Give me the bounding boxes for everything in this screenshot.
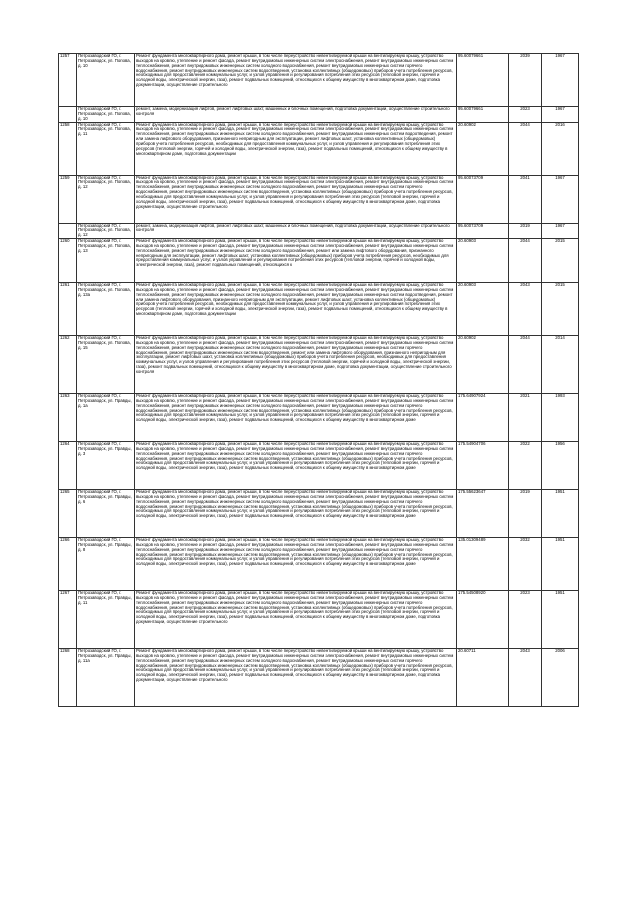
row-number-cell: 1268 <box>59 649 77 707</box>
address-cell: Петрозаводский ГО, г. Петрозаводск, ул. Попова, д. 11 <box>77 122 135 175</box>
table-body <box>59 54 579 707</box>
table-row <box>59 442 579 490</box>
planned-year-cell: 2019 <box>509 490 542 538</box>
cost-cell: 20.60902 <box>457 336 509 394</box>
address-cell: Петрозаводский ГО, г. Петрозаводск, ул. Правды, д. 1а <box>77 394 135 442</box>
built-year-cell: 1967 <box>542 107 579 123</box>
address-cell: Петрозаводский ГО, г. Петрозаводск, ул. Правды, д. 8 <box>77 538 135 591</box>
built-year-cell: 2006 <box>542 649 579 707</box>
row-number-cell: 1263 <box>59 394 77 442</box>
planned-year-cell: 2019 <box>509 223 542 239</box>
planned-year-cell: 2041 <box>509 175 542 223</box>
row-number-cell: 1261 <box>59 283 77 336</box>
built-year-cell: 1967 <box>542 175 579 223</box>
row-number-cell: 1265 <box>59 490 77 538</box>
table-row <box>59 54 579 107</box>
work-description-cell: Ремонт фундамента многоквартирного дома, ремонт крыши, в том числе переустройство невентилируемой крыши на вентилируемую крышу, устройство выходов на кровлю, утепление и ремонт фасада, ремонт внутридомовых инженерных систем электроснабжения, ремонт внутридомовых инженерных систем теплоснабжения, ремонт внутридомовых инженерных систем холодного водоснабжения, ремонт внутридомовых инженерных систем горячего водоснабжения, ремонт внутридомовых инженерных систем водоотведения, установка коллективных (общедомовых) приборов учета потребления ресурсов, необходимых для предоставления коммунальных услуг, и узлов управления и регулирования потребления этих ресурсов (тепловой энергии, горячей и холодной воды, электрической энергии, газа), ремонт подвальных помещений, относящихся к общему имуществу в многоквартирном доме <box>135 442 457 490</box>
row-number-cell <box>59 107 77 123</box>
address-cell: Петрозаводский ГО, г. Петрозаводск, ул. Попова, д. 13а <box>77 283 135 336</box>
planned-year-cell: 2032 <box>509 538 542 591</box>
address-cell: Петрозаводский ГО, г. Петрозаводск, ул. Попова, д. 10 <box>77 54 135 107</box>
cost-cell: 20.60903 <box>457 239 509 283</box>
address-cell: Петрозаводский ГО, г. Петрозаводск, ул. Попова, д. 13 <box>77 239 135 283</box>
table-row <box>59 336 579 394</box>
address-cell: Петрозаводский ГО, г. Петрозаводск, ул. Попова, д. 10 <box>77 107 135 123</box>
work-description-cell: ремонт, замена, модернизация лифтов, ремонт лифтовых шахт, машинных и блочных помещений, подготовка документации, осуществление строительного контроля <box>135 107 457 123</box>
built-year-cell: 1993 <box>542 394 579 442</box>
cost-cell: 95.60073709 <box>457 175 509 223</box>
work-description-cell: Ремонт фундамента многоквартирного дома, ремонт крыши, в том числе переустройство невентилируемой крыши на вентилируемую крышу, устройство выходов на кровлю, утепление и ремонт фасада, ремонт внутридомовых инженерных систем электроснабжения, ремонт внутридомовых инженерных систем теплоснабжения, ремонт внутридомовых инженерных систем холодного водоснабжения, ремонт внутридомовых инженерных систем горячего водоснабжения, ремонт внутридомовых инженерных систем водоотведения, установка коллективных (общедомовых) приборов учета потребления ресурсов, необходимых для предоставления коммунальных услуг, и узлов управления и регулирования потребления этих ресурсов (тепловой энергии, горячей и холодной воды, электрической энергии, газа), ремонт подвальных помещений, относящихся к общему имуществу в многоквартирном доме <box>135 538 457 591</box>
address-cell: Петрозаводский ГО, г. Петрозаводск, ул. Правды, д. 11а <box>77 649 135 707</box>
row-number-cell: 1266 <box>59 538 77 591</box>
cost-cell: 175.54904706 <box>457 442 509 490</box>
table-row <box>59 283 579 336</box>
work-description-cell: Ремонт фундамента многоквартирного дома, ремонт крыши, в том числе переустройство невентилируемой крыши на вентилируемую крышу, устройство выходов на кровлю, утепление и ремонт фасада, ремонт внутридомовых инженерных систем электроснабжения, ремонт внутридомовых инженерных систем теплоснабжения, ремонт внутридомовых инженерных систем холодного водоснабжения, ремонт внутридомовых инженерных систем горячего водоснабжения, ремонт внутридомовых инженерных систем водоотведения, установка коллективных (общедомовых) приборов учета потребления ресурсов, необходимых для предоставления коммунальных услуг, и узлов управления и регулирования потребления этих ресурсов (тепловой энергии, горячей и холодной воды, электрической энергии, газа), ремонт подвальных помещений, относящихся к общему имуществу в многоквартирном доме, подготовка документации, осуществление строительного <box>135 54 457 107</box>
work-description-cell: Ремонт фундамента многоквартирного дома, ремонт крыши, в том числе переустройство невентилируемой крыши на вентилируемую крышу, устройство выходов на кровлю, утепление и ремонт фасада, ремонт внутридомовых инженерных систем электроснабжения, ремонт внутридомовых инженерных систем теплоснабжения, ремонт внутридомовых инженерных систем холодного водоснабжения, ремонт внутридомовых инженерных систем горячего водоснабжения, ремонт внутридомовых инженерных систем водоотведения, ремонт или замена лифтового оборудования, признанного непригодным для эксплуатации, ремонт лифтовых шахт, установка коллективных (общедомовых) приборов учета потребления ресурсов, необходимых для предоставления коммунальных услуг, и узлов управления и регулирования потребления этих ресурсов (тепловой энергии, горячей и холодной воды, электрической энергии, газа), ремонт подвальных помещений, относящихся к общему имуществу в многоквартирном доме, подготовка документации, осуществление строительного контроля <box>135 336 457 394</box>
work-description-cell: Ремонт фундамента многоквартирного дома, ремонт крыши, в том числе переустройство невентилируемой крыши на вентилируемую крышу, устройство выходов на кровлю, утепление и ремонт фасада, ремонт внутридомовых инженерных систем электроснабжения, ремонт внутридомовых инженерных систем теплоснабжения, ремонт внутридомовых инженерных систем холодного водоснабжения, ремонт внутридомовых инженерных систем горячего водоснабжения, ремонт внутридомовых инженерных систем водоотведения, установка коллективных (общедомовых) приборов учета потребления ресурсов, необходимых для предоставления коммунальных услуг, и узлов управления и регулирования потребления этих ресурсов (тепловой энергии, горячей и холодной воды, электрической энергии, газа), ремонт подвальных помещений, относящихся к общему имуществу в многоквартирном доме, подготовка документации, осуществление строительного <box>135 591 457 649</box>
table-row <box>59 175 579 223</box>
table-row <box>59 649 579 707</box>
built-year-cell: 1951 <box>542 591 579 649</box>
built-year-cell: 2014 <box>542 336 579 394</box>
built-year-cell: 1956 <box>542 442 579 490</box>
built-year-cell: 1951 <box>542 538 579 591</box>
planned-year-cell: 2023 <box>509 107 542 123</box>
planned-year-cell: 2022 <box>509 442 542 490</box>
capital-repair-table <box>58 53 579 707</box>
cost-cell: 135.01309489 <box>457 538 509 591</box>
work-description-cell: Ремонт фундамента многоквартирного дома, ремонт крыши, в том числе переустройство невентилируемой крыши на вентилируемую крышу, устройство выходов на кровлю, утепление и ремонт фасада, ремонт внутридомовых инженерных систем электроснабжения, ремонт внутридомовых инженерных систем теплоснабжения, ремонт внутридомовых инженерных систем холодного водоснабжения, ремонт внутридомовых инженерных систем горячего водоснабжения, ремонт внутридомовых инженерных систем водоотведения, установка коллективных (общедомовых) приборов учета потребления ресурсов, необходимых для предоставления коммунальных услуг, и узлов управления и регулирования потребления этих ресурсов (тепловой энергии, горячей и холодной воды, электрической энергии, газа), ремонт подвальных помещений, относящихся к общему имуществу в многоквартирном доме, подготовка документации, осуществление строительного <box>135 175 457 223</box>
work-description-cell: Ремонт фундамента многоквартирного дома, ремонт крыши, в том числе переустройство невентилируемой крыши на вентилируемую крышу, устройство выходов на кровлю, утепление и ремонт фасада, ремонт внутридомовых инженерных систем электроснабжения, ремонт внутридомовых инженерных систем теплоснабжения, ремонт внутридомовых инженерных систем холодного водоснабжения, ремонт внутридомовых инженерных систем горячего водоснабжения, ремонт внутридомовых инженерных систем водоотведения, установка коллективных (общедомовых) приборов учета потребления ресурсов, необходимых для предоставления коммунальных услуг, и узлов управления и регулирования потребления этих ресурсов (тепловой энергии, горячей и холодной воды, электрической энергии, газа), ремонт подвальных помещений, относящихся к общему имуществу в многоквартирном доме <box>135 394 457 442</box>
table-row <box>59 239 579 283</box>
planned-year-cell: 2043 <box>509 649 542 707</box>
built-year-cell: 2015 <box>542 239 579 283</box>
table-row <box>59 591 579 649</box>
row-number-cell: 1257 <box>59 54 77 107</box>
address-cell: Петрозаводский ГО, г. Петрозаводск, ул. Попова, д. 12 <box>77 223 135 239</box>
built-year-cell: 2016 <box>542 122 579 175</box>
address-cell: Петрозаводский ГО, г. Петрозаводск, ул. Правды, д. 3 <box>77 442 135 490</box>
row-number-cell <box>59 223 77 239</box>
planned-year-cell: 2021 <box>509 394 542 442</box>
cost-cell: 95.60079661 <box>457 107 509 123</box>
cost-cell: 95.60073709 <box>457 223 509 239</box>
built-year-cell: 2015 <box>542 283 579 336</box>
address-cell: Петрозаводский ГО, г. Петрозаводск, ул. Правды, д. 11 <box>77 591 135 649</box>
cost-cell: 20.60903 <box>457 283 509 336</box>
table-row <box>59 490 579 538</box>
planned-year-cell: 2039 <box>509 54 542 107</box>
planned-year-cell: 2043 <box>509 283 542 336</box>
cost-cell: 20.60711 <box>457 649 509 707</box>
cost-cell: 175.55623647 <box>457 490 509 538</box>
row-number-cell: 1260 <box>59 239 77 283</box>
address-cell: Петрозаводский ГО, г. Петрозаводск, ул. Попова, д. 15 <box>77 336 135 394</box>
address-cell: Петрозаводский ГО, г. Петрозаводск, ул. Правды, д. 6 <box>77 490 135 538</box>
table-row <box>59 223 579 239</box>
address-cell: Петрозаводский ГО, г. Петрозаводск, ул. Попова, д. 12 <box>77 175 135 223</box>
row-number-cell: 1267 <box>59 591 77 649</box>
table-row <box>59 122 579 175</box>
row-number-cell: 1262 <box>59 336 77 394</box>
work-description-cell: Ремонт фундамента многоквартирного дома, ремонт крыши, в том числе переустройство невентилируемой крыши на вентилируемую крышу, устройство выходов на кровлю, утепление и ремонт фасада, ремонт внутридомовых инженерных систем электроснабжения, ремонт внутридомовых инженерных систем теплоснабжения, ремонт внутридомовых инженерных систем холодного водоснабжения, ремонт внутридомовых инженерных систем водоотведения, ремонт или замена лифтового оборудования, признанного непригодным для эксплуатации, ремонт лифтовых шахт, установка коллективных (общедомовых) приборов учета потребления ресурсов, необходимых для предоставления коммунальных услуг, и узлов управления и регулирования потребления этих ресурсов (тепловой энергии, горячей и холодной воды, электрической энергии, газа), ремонт подвальных помещений, относящихся к общему имуществу в многоквартирном доме, подготовка документации <box>135 283 457 336</box>
work-description-cell: Ремонт фундамента многоквартирного дома, ремонт крыши, в том числе переустройство невентилируемой крыши на вентилируемую крышу, устройство выходов на кровлю, утепление и ремонт фасада, ремонт внутридомовых инженерных систем электроснабжения, ремонт внутридомовых инженерных систем теплоснабжения, ремонт внутридомовых инженерных систем холодного водоснабжения, ремонт внутридомовых инженерных систем горячего водоснабжения, ремонт внутридомовых инженерных систем водоотведения, установка коллективных (общедомовых) приборов учета потребления ресурсов, необходимых для предоставления коммунальных услуг, и узлов управления и регулирования потребления этих ресурсов (тепловой энергии, горячей и холодной воды, электрической энергии, газа), ремонт подвальных помещений, относящихся к общему имуществу в многоквартирном доме <box>135 490 457 538</box>
cost-cell: 20.60902 <box>457 122 509 175</box>
table-row <box>59 538 579 591</box>
built-year-cell: 1967 <box>542 223 579 239</box>
row-number-cell: 1264 <box>59 442 77 490</box>
planned-year-cell: 2044 <box>509 122 542 175</box>
cost-cell: 95.60079661 <box>457 54 509 107</box>
work-description-cell: ремонт, замена, модернизация лифтов, ремонт лифтовых шахт, машинных и блочных помещений, подготовка документации, осуществление строительного контроля <box>135 223 457 239</box>
planned-year-cell: 2044 <box>509 336 542 394</box>
table-row <box>59 107 579 123</box>
work-description-cell: Ремонт фундамента многоквартирного дома, ремонт крыши, в том числе переустройство невентилируемой крыши на вентилируемую крышу, устройство выходов на кровлю, утепление и ремонт фасада, ремонт внутридомовых инженерных систем электроснабжения, ремонт внутридомовых инженерных систем теплоснабжения, ремонт внутридомовых инженерных систем холодного водоснабжения, ремонт внутридомовых инженерных систем горячего водоснабжения, ремонт внутридомовых инженерных систем водоотведения, установка коллективных (общедомовых) приборов учета потребления ресурсов, необходимых для предоставления коммунальных услуг, и узлов управления и регулирования потребления этих ресурсов (тепловой энергии, горячей и холодной воды, электрической энергии, газа), ремонт подвальных помещений, относящихся к общему имуществу в многоквартирном доме, подготовка документации, осуществление строительного <box>135 649 457 707</box>
planned-year-cell: 2023 <box>509 591 542 649</box>
row-number-cell: 1258 <box>59 122 77 175</box>
planned-year-cell: 2044 <box>509 239 542 283</box>
built-year-cell: 1951 <box>542 490 579 538</box>
table-row <box>59 394 579 442</box>
cost-cell: 175.64907924 <box>457 394 509 442</box>
cost-cell: 175.54508920 <box>457 591 509 649</box>
work-description-cell: Ремонт фундамента многоквартирного дома, ремонт крыши, в том числе переустройство невентилируемой крыши на вентилируемую крышу, устройство выходов на кровлю, утепление и ремонт фасада, ремонт внутридомовых инженерных систем электроснабжения, ремонт внутридомовых инженерных систем теплоснабжения, ремонт внутридомовых инженерных систем холодного водоснабжения, ремонт внутридомовых инженерных систем водоотведения, ремонт или замена лифтового оборудования, признанного непригодным для эксплуатации, ремонт лифтовых шахт, установка коллективных (общедомовых) приборов учета потребления ресурсов, необходимых для предоставления коммунальных услуг, и узлов управления и регулирования потребления этих ресурсов (тепловой энергии, горячей и холодной воды, электрической энергии, газа), ремонт подвальных помещений, относящихся к общему имуществу в многоквартирном доме, подготовка документации <box>135 122 457 175</box>
built-year-cell: 1967 <box>542 54 579 107</box>
work-description-cell: Ремонт фундамента многоквартирного дома, ремонт крыши, в том числе переустройство невентилируемой крыши на вентилируемую крышу, устройство выходов на кровлю, утепление и ремонт фасада, ремонт внутридомовых инженерных систем электроснабжения, ремонт внутридомовых инженерных систем теплоснабжения, ремонт внутридомовых инженерных систем холодного водоснабжения, ремонт или замена лифтового оборудования, признанного непригодным для эксплуатации, ремонт лифтовых шахт, установка коллективных (общедомовых) приборов учета потребления ресурсов, необходимых для предоставления коммунальных услуг, и узлов управления и регулирования потребления этих ресурсов (тепловой энергии, горячей и холодной воды, электрической энергии, газа), ремонт подвальных помещений, относящихся к <box>135 239 457 283</box>
row-number-cell: 1259 <box>59 175 77 223</box>
